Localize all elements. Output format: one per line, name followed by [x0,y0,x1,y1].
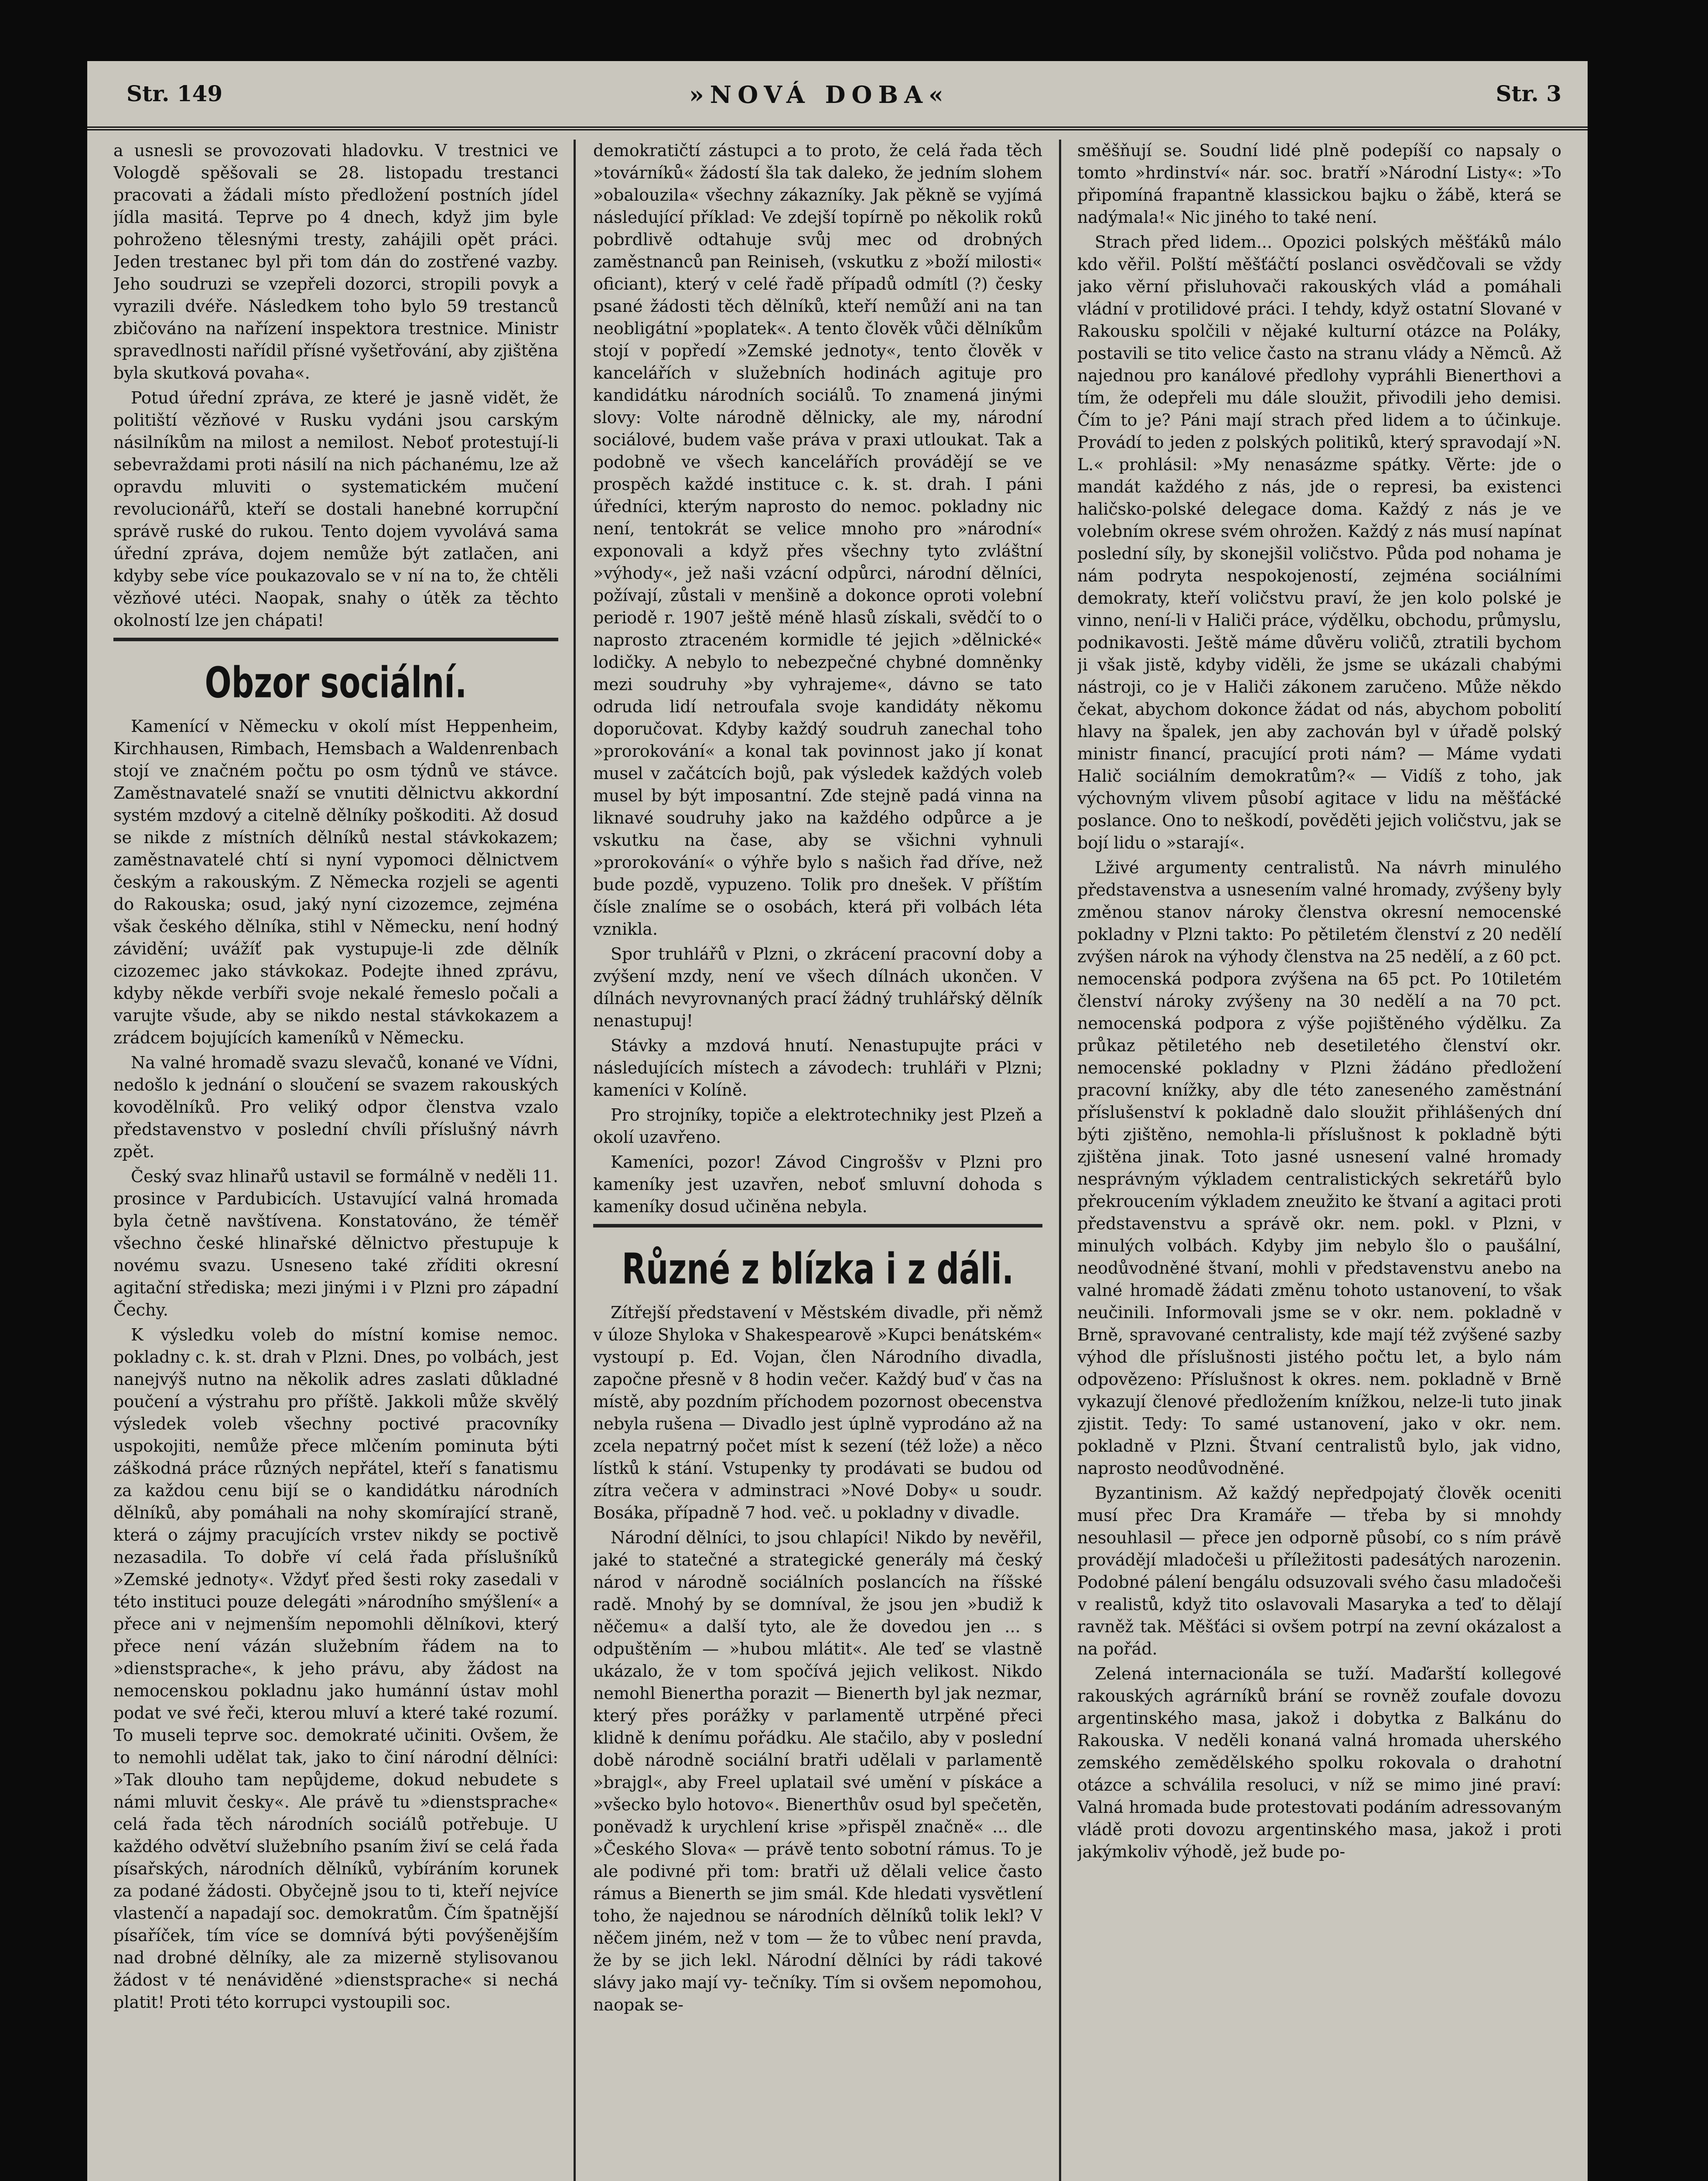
news-item: K výsledku voleb do místní komise nemoc. pokladny c. k. st. drah v Plzni. Dnes, po volbách, jest nanejvýš nutno na několik adres zaslati důkladné poučení a výstrahu pro příště. Jakkoli může skvělý výsledek voleb všechny poctivé pracovníky uspokojiti, nemůže přece mlčením pominuta býti záškodná práce různých nepřátel, kteří s fanatismu za každou cenu bijí se o kandidátku národních dělníků, aby pomáhali na nohy skomírající straně, která o zájmy pracujících vrstev nikdy se poctivě nezasadila. To dobře ví celá řada příslušníků »Zemské jednoty«. Vždyť před šesti roky zasedali v této instituci pouze delegáti »národního smýšlení« a přece ani v nejmenším nepomohli dělníkovi, který přece není vázán služebním řádem na to »dienstsprache«, k jeho právu, aby žádost na nemocenskou pokladnu jako humánní ústav mohl podat ve své řeči, kterou mluví a které také rozumí. To museli teprve soc. demokraté učiniti. Ovšem, že to nemohli udělat tak, jako to činí národní dělníci: »Tak dlouho tam nepůjdeme, dokud nebudete s námi mluvit česky«. Ale právě tu »dienstsprache« celá řada těch národních sociálů potřebuje. U každého odvětví služebního psaním živí se celá řada písařských, národních dělníků, vybíráním korunek za podané žádosti. Obyčejně jsou to ti, kteří nejvíce vlastenčí a napadají soc. demokratům. Čím špatnější písaříček, tím více se domnívá býti povýšenějším nad drobné dělníky, ale za mizerně stylisovanou žádost v té nenáviděné »dienstsprache« si nechá platit! Proti této korrupci vystoupili soc. [113,1325,558,2012]
article-paragraph: směšňují se. Soudní lidé plně podepíší co napsaly o tomto »hrdinství« nár. soc. bratří »Národní Listy«: »To připomíná frapantně klassickou bajku o žábě, která se nadýmala!« Nic jiného to také není. [1077,141,1561,227]
column-rule [574,140,576,2181]
column-1 [113,140,558,2181]
news-item: Zítřejší představení v Městském divadle, při němž v úloze Shyloka v Shakespearově »Kupci benátském« vystoupí p. Ed. Vojan, člen Národního divadla, započne přesně v 8 hodin večer. Každý buď v čas na místě, aby pozdním příchodem pozornost obecenstva nebyla rušena — Divadlo jest úplně vyprodáno až na zcela nepatrný počet míst k sezení (též lože) a něco lístků k stání. Vstupenky ty prodávati se budou od zítra večera v adminstraci »Nové Doby« u soudr. Bosáka, případně 7 hod. več. u pokladny v divadle. [593,1303,1042,1522]
news-item: Pro strojníky, topiče a elektrotechniky jest Plzeň a okolí uzavřeno. [593,1105,1042,1147]
news-item: Stávky a mzdová hnutí. Nenastupujte práci v následujících místech a závodech: truhláři v Plzni; kameníci v Kolíně. [593,1036,1042,1100]
news-item: Český svaz hlinařů ustavil se formálně v neděli 11. prosince v Pardubicích. Ustavující valná hromada byla četně navštívena. Konstatováno, že téměř všechno české hlinařské dělnictvo přestupuje k novému svazu. Usneseno také zříditi okresní agitační střediska; mezi jinými i v Plzni pro západní Čechy. [113,1167,558,1320]
news-item: Byzantinism. Až každý nepředpojatý člověk oceniti musí přec Dra Kramáře — třeba by si mnohdy nesouhlasil — přece jen odporně působí, co s ním právě provádějí mladočeši u příležitosti padesátých narozenin. Podobné pálení bengálu odsuzovali svého času mladočeši v realistů, když tito oslavovali Masaryka a teď to dělají ravněž tak. Měšťáci si ovšem potrpí na zevní okázalost a na pořád. [1077,1484,1561,1658]
news-item: Na valné hromadě svazu slevačů, konané ve Vídni, nedošlo k jednání o sloučení se svazem rakouských kovodělníků. Pro veliký odpor členstva vzalo představenstvo v poslední chvíli příslušný návrh zpět. [113,1053,558,1161]
article-paragraph: a usnesli se provozovati hladovku. V trestnici ve Vologdě spěšovali se 28. listopadu trestanci pracovati a žádali místo předložení postních jídel jídla masitá. Teprve po 4 dnech, když jim byle pohroženo tělesnými tresty, zahájili opět práci. Jeden trestanec byl při tom dán do zostřené vazby. Jeho soudruzi se vzepřeli dozorci, stropili povyk a vyrazili dvéře. Následkem toho bylo 59 trestanců zbičováno na nařízení inspektora trestnice. Ministr spravedlnosti nařídil přísné vyšetřování, aby zjištěna byla skutková povaha«. [113,141,558,383]
newspaper-title: »NOVÁ DOBA« [689,81,950,109]
section-heading: Různé z blízka i z dáli. [593,1224,1042,1298]
column-3 [1077,140,1561,2181]
news-item: Strach před lidem... Opozici polských měšťáků málo kdo věřil. Polští měšťáčtí poslanci osvědčovali se vždy jako věrní přisluhovači rakouských vlád a pomáhali vládní v protilidové práci. I tehdy, když ostatní Slované v Rakousku spolčili v nějaké kulturní otázce na Poláky, postavili se tito velice často na stranu vlády a Němců. Až najednou pro kanálové předlohy vypráhli Bienerthovi a tím, že odepřeli mu dále sloužit, přivodili jeho demisi. Čím to je? Páni mají strach před lidem a to účinkuje. Provádí to jeden z polských politiků, který spravodají »N. L.« prohlásil: »My nenasázme spátky. Věrte: jde o mandát každého z nás, jde o represi, ba existenci haličsko-polské delegace doma. Každý z nás je ve volebním okrese svém ohrožen. Každý z nás musí napínat poslední síly, by skonejšil voličstvo. Půda pod nohama je nám podryta nespokojeností, zejména sociálními demokraty, kteří voličstvu praví, že jen kolo polské je vinno, není-li v Haliči práce, výdělku, obchodu, průmyslu, podnikavosti. Ještě máme důvěru voličů, ztratili bychom ji však jistě, kdyby viděli, že jsme se ukázali chabými nástroji, co je v Haliči zákonem zaručeno. Může někdo čekat, abychom dokonce žádat od nás, abychom pobolití hlavy na špalek, jen aby zachován byl v úřadě polský ministr financí, pracující proti nám? — Máme vydati Halič sociálním demokratům?« — Vidíš z toho, jak výchovným vlivem působí agitace v lidu na měšťácké poslance. Ono to neškodí, pověděti jejich voličstvu, jak se bojí lidu o »starají«. [1077,232,1561,852]
news-item: Lživé argumenty centralistů. Na návrh minulého představenstva a usnesením valné hromady, zvýšeny byly změnou stanov nároky členstva okresní nemocenské pokladny v Plzni takto: Po pětiletém členství z 20 nedělí zvýšen nárok na výhody členstva na 25 nedělí, a z 60 pct. nemocenská podpora zvýšena na 65 pct. Po 10tiletém členství nároky zvýšeny na 30 nedělí a na 70 pct. nemocenská podpora z výše pojištěného výdělku. Za průkaz pětiletého neb desetiletého členství okr. nemocenské pokladny v Plzni žádáno předložení pracovní knížky, aby dle této zaneseného zaměstnání příslušenství k pokladně dalo sloužit přihlášených dní býti zjištěno, nemohla-li příslušnost k pokladně býti zjištěna jinak. Toto jasné usnesení valné hromady nesprávným výkladem centralistických sekretářů bylo překroucením výkladem zneužito ke štvaní a agitaci proti představenstvu a správě okr. nem. pokl. v Plzni, v minulých volbách. Kdyby jim nebylo šlo o paušální, neodůvodněné štvaní, mohli v představenstvu anebo na valné hromadě žádati změnu tohoto ustanovení, to však neučinili. Informovali jsme se v okr. nem. pokladně v Brně, spravované centralisty, kde mají též zvýšené sazby výhod dle příslušnosti jistého počtu let, a bylo nám odpovězeno: Příslušnost k okres. nem. pokladně v Brně vykazují členové předložením knížkou, nelze-li tuto jinak zjistit. Tedy: To samé ustanovení, jako v okr. nem. pokladně v Plzni. Štvaní centralistů bylo, jak vidno, naprosto neodůvodněné. [1077,858,1561,1478]
column-rule [1059,140,1061,2181]
news-item: Kameníci, pozor! Závod Cingroššv v Plzni pro kameníky jest uzavřen, neboť smluvní dohoda s kameníky dosud učiněna nebyla. [593,1152,1042,1216]
article-paragraph: Potud úřední zpráva, ze které je jasně vidět, že politiští vězňové v Rusku vydáni jsou carským násilníkům na milost a nemilost. Neboť protestují-li sebevraždami proti násilí na nich páchanému, lze až opravdu mluviti o systematickém mučení revolucionářů, kteří se dostali hanebné korrupční správě ruské do rukou. Tento dojem vyvolává sama úřední zpráva, dojem nemůže být zatlačen, ani kdyby sebe více poukazovalo se v ní na to, že chtěli vězňové utéci. Naopak, snahy o útěk za těchto okolností lze jen chápati! [113,388,558,630]
page-header [87,61,1588,130]
page-number: Str. 149 [126,81,223,106]
news-item: Národní dělníci, to jsou chlapíci! Nikdo by nevěřil, jaké to statečné a strategické generály má český národ v národně sociálních poslancích na říšské radě. Mnohý by se domníval, že jsou jen »budiž k něčemu« a další tyto, ale že dovedou jen ... s odpuštěním — »hubou mlátit«. Ale teď se vlastně ukázalo, že v tom spočívá jejich velikost. Nikdo nemohl Bienertha porazit — Bienerth byl jak nezmar, který přes porážky v parlamentě utrpěné přeci klidně k denímu pořádku. Ale stačilo, aby v poslední době národně sociální bratři udělali v parlamentě »brajgl«, aby Freel uplatail své umění v pískáce a »všecko bylo hotovo«. Bienerthův osud byl spečetěn, poněvadž k urychlení krise »přispěl značně« ... dle »Českého Slova« — právě tento sobotní rámus. To je ale podivné při tom: bratři už dělali velice často rámus a Bienerth se jim smál. Kde hledati vysvětlení toho, že najednou se národních dělníků tolik lekl? V něčem jiném, než v tom — že to vůbec není pravda, že by se jich lekl. Národní dělníci by rádi takové slávy jako mají vy- tečníky. Tím si ovšem nepomohou, naopak se- [593,1528,1042,2014]
news-item: Kamenící v Německu v okolí míst Heppenheim, Kirchhausen, Rimbach, Hemsbach a Waldenrenbach stojí ve značném počtu po osm týdnů ve stávce. Zaměstnavatelé snaží se vnutiti dělnictvu akkordní systém mzdový a citelně dělníky poškoditi. Až dosud se nikde z místních dělníků nestal stávkokazem; zaměstnavatelé chtí si nyní vypomoci dělnictvem českým a rakouským. Z Německa rozjeli se agenti do Rakouska; osud, jaký nyní cizozemce, zejména však českého dělníka, stihl v Německu, není hodný závidění; uvážíť pak vystupuje-li zde dělník cizozemec jako stávkokaz. Podejte ihned zprávu, kdyby někde verbíři svoje nekalé řemeslo počali a varujte všude, aby se nikdo nestal stávkokazem a zrádcem bojujících kameníků v Německu. [113,717,558,1047]
news-item: Zelená internacionála se tuží. Maďarští kollegové rakouských agrárníků brání se rovněž zoufale dovozu argentinského masa, jakož i dobytka z Balkánu do Rakouska. V neděli konaná valná hromada uherského zemského zemědělského spolku rokovala o drahotní otázce a schválila resoluci, v níž se mimo jiné praví: Valná hromada bude protestovati podáním adressovaným vládě proti dovozu argentinského masa, jakož i proti jakýmkoliv výhodě, jež bude po- [1077,1664,1561,1861]
article-paragraph: demokratičtí zástupci a to proto, že celá řada těch »továrníků« žádostí šla tak daleko, že jedním slohem »obalouzila« všechny zákazníky. Jak pěkně se vyjímá následující příklad: Ve zdejší topírně po několik roků pobrdlivě odtahuje svůj mec od drobných zaměstnanců pan Reiniseh, (vskutku z »boží milosti« oficiant), který v celé řadě případů odmítl (?) česky psané žádosti těch dělníků, kteří nemůží ani na tan neobligátní »poplatek«. A tento člověk vůči dělníkům stojí v popředí »Zemské jednoty«, tento člověk v kancelářích v služebních hodinách agituje pro kandidátku národních sociálů. To znamená jinými slovy: Volte národně dělnicky, ale my, národní sociálové, budem vaše práva v praxi utloukat. Tak a podobně ve všech kancelářích provádějí se ve prospěch každé instituce c. k. st. drah. I páni úředníci, kterým naprosto do nemoc. pokladny nic není, tentokrát se velice mnoho pro »národní« exponovali a když přes všechny tyto zvláštní »výhody«, jež naši vzácní odpůrci, národní dělníci, požívají, zůstali v menšině a dokonce oproti volební periodě r. 1907 ještě méně hlasů získali, svědčí to o naprosto ztraceném kormidle té jejich »dělnické« lodičky. A nebylo to nebezpečné chybné domněnky mezi soudruhy »by vyhrajeme«, dávno se tato odruda lidí netroufala svoje kandidáty někomu doporučovat. Kdyby každý soudruh zanechal toho »prorokování« a konal tak povinnost jako jí konat musel v začátcích bojů, pak výsledek každých voleb musel by být imposantní. Zde stejně padá vinna na liknavé soudruhy jako na každého odpůrce a je vskutku na čase, aby se všichni vyhnuli »prorokování« o výhře bylo s našich řad dříve, než bude pozdě, vypuzeno. Tolik pro dnešek. V příštím čísle znalíme se o osobách, která při volbách léta vznikla. [593,141,1042,939]
news-item: Spor truhlářů v Plzni, o zkrácení pracovní doby a zvýšení mzdy, není ve všech dílnách ukončen. V dílnách nevyrovnaných prací žádný truhlářský dělník nenastupuj! [593,944,1042,1030]
column-2 [593,140,1042,2181]
newspaper-page [87,61,1588,2181]
section-heading: Obzor sociální. [113,638,558,712]
issue-number: Str. 3 [1496,81,1561,106]
